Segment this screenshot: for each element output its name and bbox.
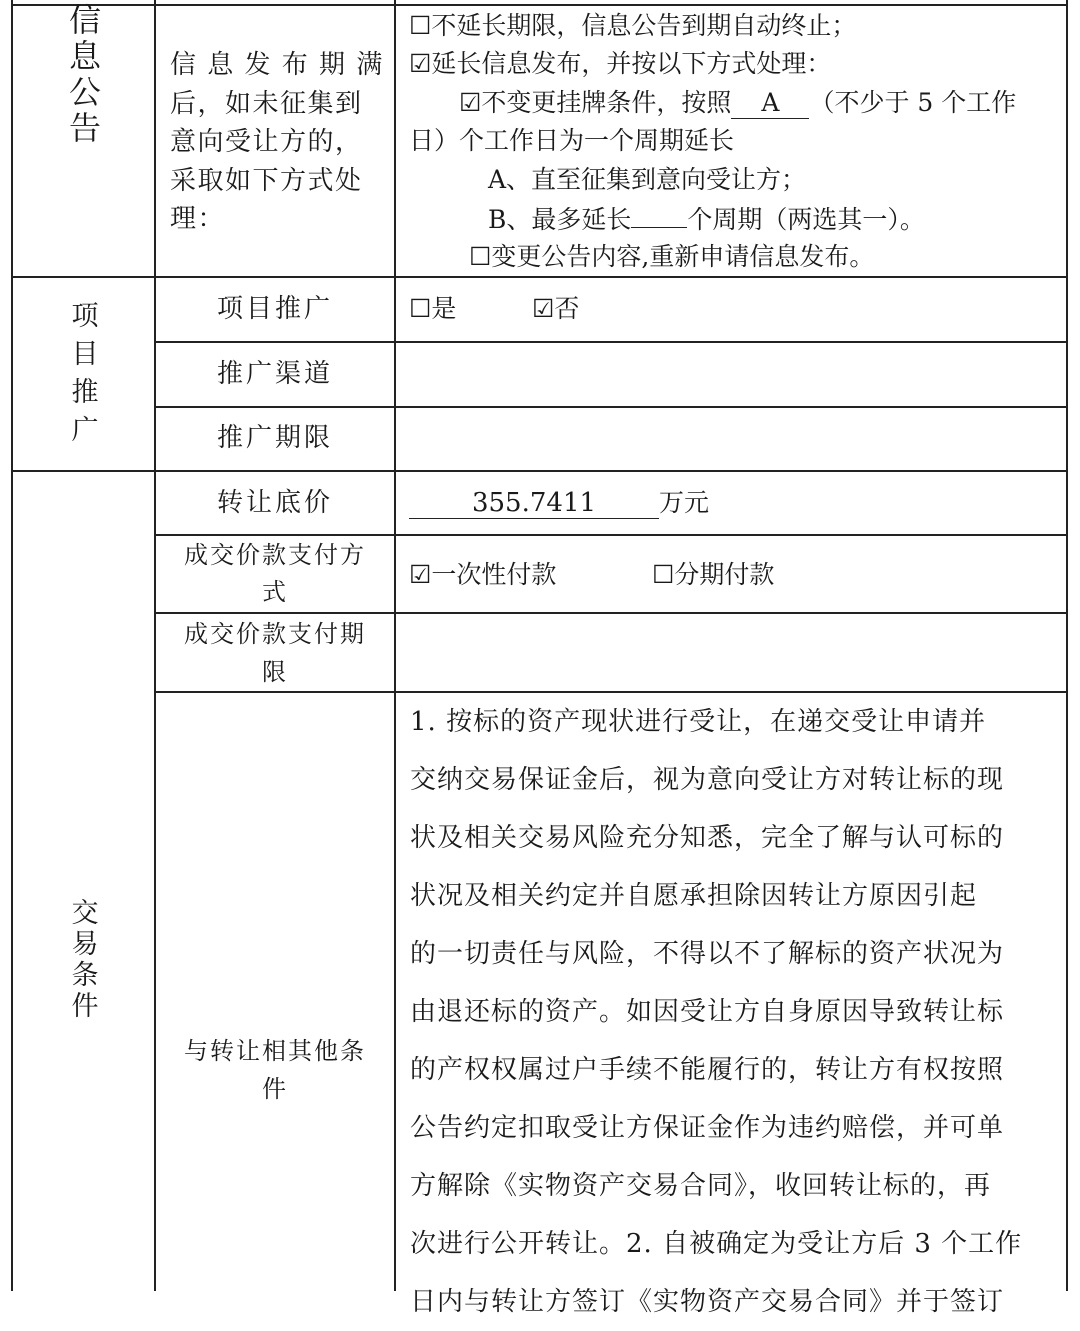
- option-a-line: A、直至征集到意向受让方；: [488, 165, 807, 194]
- paragraph-line: 的产权权属过户手续不能履行的，转让方有权按照: [410, 1055, 1005, 1085]
- option-b-line: B、最多延长 个周期（两选其一）。: [488, 199, 925, 239]
- paragraph-line: 1. 按标的资产现状进行受让，在递交受让申请并: [410, 707, 987, 737]
- paragraph-line: 公告约定扣取受让方保证金作为违约赔偿，并可单: [410, 1113, 1005, 1143]
- row-divider: [154, 534, 1068, 536]
- promotion-no-option[interactable]: ☑否: [532, 290, 579, 328]
- section-label-promotion: 项 目 推 广: [71, 301, 99, 446]
- paragraph-line: 状况及相关约定并自愿承担除因转让方原因引起: [410, 881, 978, 911]
- checkbox-checked-icon[interactable]: ☑: [409, 49, 432, 78]
- paragraph-line: 状及相关交易风险充分知悉，完全了解与认可标的: [410, 823, 1005, 853]
- extension-question: [170, 46, 385, 239]
- checkbox-checked-icon[interactable]: ☑: [532, 294, 555, 323]
- option-extend[interactable]: ☑延长信息发布，并按以下方式处理：: [409, 45, 831, 83]
- checkbox-unchecked-icon[interactable]: ☐: [409, 294, 432, 323]
- row-divider: [11, 276, 1068, 278]
- option-no-extension[interactable]: ☐不延长期限，信息公告到期自动终止；: [409, 7, 856, 45]
- payment-term-label: 成交价款支付期 限: [184, 620, 366, 686]
- paragraph-line: 次进行公开转让。2. 自被确定为受让方后 3 个工作: [410, 1229, 1023, 1259]
- pay-installment-option[interactable]: ☐分期付款: [652, 556, 774, 594]
- paragraph-line: 的一切责任与风险，不得以不了解标的资产状况为: [410, 939, 1005, 969]
- question-line: 意向受让方的，: [170, 127, 363, 157]
- row-divider: [11, 470, 1068, 472]
- section-label-trade-conditions: 交 易 条 件: [71, 898, 99, 1022]
- promotion-yes-option[interactable]: ☐是: [409, 290, 456, 328]
- row-divider: [154, 341, 1068, 343]
- checkbox-unchecked-icon[interactable]: ☐: [409, 11, 432, 40]
- promotion-period-label: 推广期限: [216, 423, 333, 453]
- paragraph-line: 由退还标的资产。如因受让方自身原因导致转让标: [410, 997, 1005, 1027]
- max-cycles-blank[interactable]: [631, 199, 687, 228]
- question-line: 信 息 发 布 期 满: [170, 50, 384, 80]
- row-divider: [11, 4, 1068, 6]
- paragraph-line: 方解除《实物资产交易合同》，收回转让标的，再: [410, 1171, 992, 1201]
- checkbox-checked-icon[interactable]: ☑: [409, 560, 432, 589]
- paragraph-line: 日内与转让方签订《实物资产交易合同》并于签订: [410, 1287, 1005, 1317]
- column-divider-2: [394, 0, 396, 1291]
- option-keep-conditions[interactable]: ☑不变更挂牌条件，按照 A （不少于 5 个工作: [459, 84, 1016, 122]
- question-line: 后，如未征集到: [170, 88, 363, 119]
- checkbox-unchecked-icon[interactable]: ☐: [469, 242, 492, 271]
- project-promotion-label: 项目推广: [216, 294, 333, 324]
- pay-once-option[interactable]: ☑一次性付款: [409, 556, 556, 594]
- reserve-price-label: 转让底价: [216, 488, 333, 518]
- price-unit: 万元: [659, 488, 710, 517]
- payment-method-label: 成交价款支付方 式: [184, 541, 366, 606]
- other-conditions-label: 与转让相其他条 件: [184, 1037, 366, 1103]
- row-divider: [154, 612, 1068, 614]
- checkbox-checked-icon[interactable]: ☑: [459, 88, 482, 117]
- paragraph-line: 交纳交易保证金后，视为意向受让方对转让标的现: [410, 765, 1005, 795]
- cycle-days-blank[interactable]: A: [731, 88, 809, 119]
- table-border-left: [11, 0, 13, 1291]
- other-conditions-text: [410, 693, 1060, 1331]
- section-label-info: 信 息 公 告: [68, 1, 101, 147]
- table-border-right: [1066, 0, 1068, 1291]
- checkbox-unchecked-icon[interactable]: ☐: [652, 560, 675, 589]
- reserve-price-value[interactable]: 355.7411: [409, 488, 659, 519]
- question-line: 理：: [170, 204, 226, 234]
- keep-conditions-continuation: 日）个工作日为一个周期延长: [409, 126, 735, 155]
- reserve-price-field: [409, 484, 709, 522]
- promotion-channel-label: 推广渠道: [216, 359, 333, 389]
- row-divider: [154, 406, 1068, 408]
- question-line: 采取如下方式处: [170, 165, 363, 196]
- option-change-announcement[interactable]: ☐变更公告内容,重新申请信息发布。: [469, 238, 874, 276]
